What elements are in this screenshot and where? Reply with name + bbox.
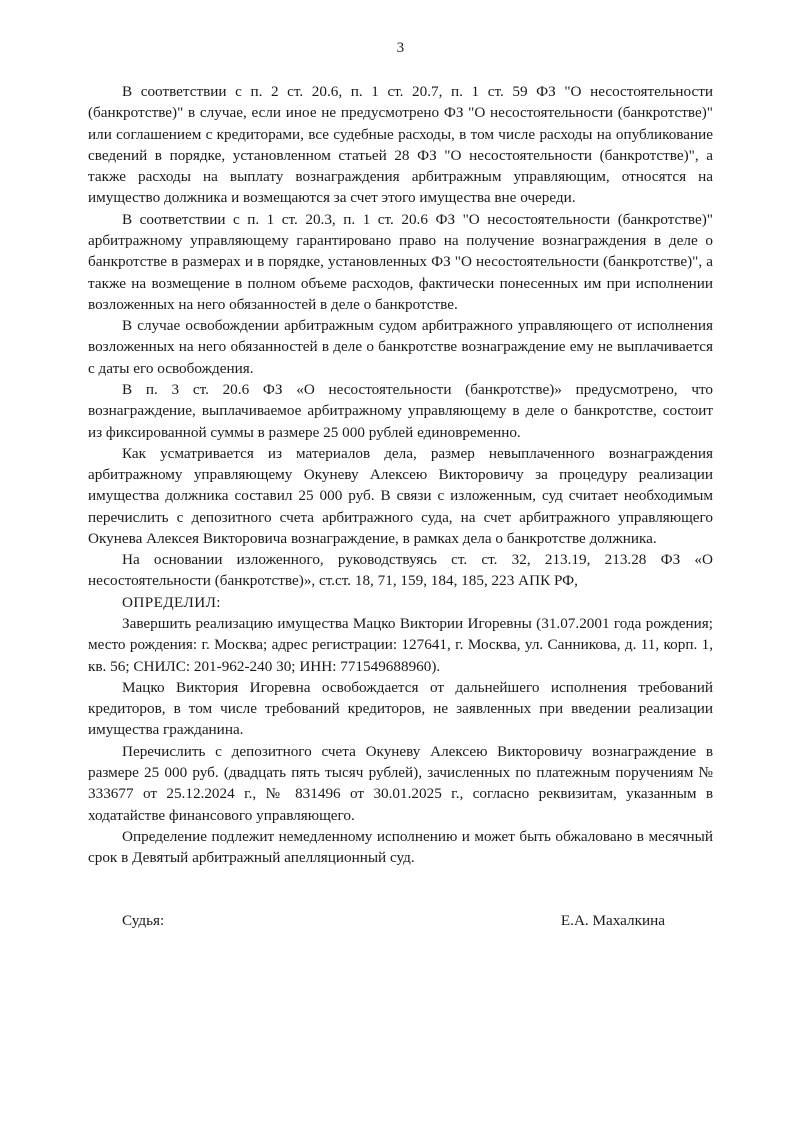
document-body: [88, 40, 713, 938]
page-number: 3: [396, 40, 405, 56]
signature-name: Е.А. Махалкина: [560, 912, 665, 930]
paragraph: В соответствии с п. 2 ст. 20.6, п. 1 ст. 20.7, п. 1 ст. 59 ФЗ "О несостоятельности (банкротстве)" в случае, если иное не предусмотрено ФЗ "О несостоятельности (банкротстве)" или соглашением с кредиторами, все судебные расходы, в том числе расходы на опубликование сведений в порядке, установленном статьей 28 ФЗ "О несостоятельности (банкротстве)", а также расходы на выплату вознаграждения арбитражным управляющим, относятся на имущество должника и возмещаются за счет этого имущества вне очереди.: [88, 83, 713, 207]
signature-label: Судья:: [122, 912, 165, 930]
paragraph: В п. 3 ст. 20.6 ФЗ «О несостоятельности (банкротстве)» предусмотрено, что вознаграждение, выплачиваемое арбитражному управляющему в деле о банкротстве, состоит из фиксированной суммы в размере 25 000 рублей единовременно.: [88, 380, 713, 441]
paragraph: На основании изложенного, руководствуясь ст. ст. 32, 213.19, 213.28 ФЗ «О несостоятельности (банкротстве)», ст.ст. 18, 71, 159, 184, 185, 223 АПК РФ,: [88, 551, 713, 590]
signature-block: [88, 912, 713, 938]
paragraph: В случае освобождении арбитражным судом арбитражного управляющего от исполнения возложенных на него обязанностей в деле о банкротстве вознаграждение ему не выплачивается с даты его освобождения.: [88, 317, 713, 377]
ruling-paragraph: Мацко Виктория Игоревна освобождается от дальнейшего исполнения требований кредиторов, в том числе требований кредиторов, не заявленных при введении реализации имущества гражданина.: [88, 678, 713, 739]
ruling-heading: ОПРЕДЕЛИЛ:: [122, 593, 221, 611]
ruling-paragraph: Определение подлежит немедленному исполнению и может быть обжаловано в месячный срок в Девятый арбитражный апелляционный суд.: [88, 827, 713, 867]
paragraph: Как усматривается из материалов дела, размер невыплаченного вознаграждения арбитражному управляющему Окуневу Алексею Викторовичу за процедуру реализации имущества должника составил 25 000 руб. В связи с изложенным, суд считает необходимым перечислить с депозитного счета арбитражного суда, на счет арбитражного управляющего Окунева Алексея Викторовича вознаграждение, в рамках дела о банкротстве должника.: [88, 444, 713, 547]
ruling-paragraph: Завершить реализацию имущества Мацко Виктории Игоревны (31.07.2001 года рождения; место рождения: г. Москва; адрес регистрации: 127641, г. Москва, ул. Санникова, д. 11, корп. 1, кв. 56; СНИЛС: 201-962-240 30; ИНН: 771549688960).: [88, 615, 713, 675]
ruling-paragraph: Перечислить с депозитного счета Окуневу Алексею Викторовичу вознаграждение в размере 25 000 руб. (двадцать пять тысяч рублей), зачисленных по платежным поручениям № 333677 от 25.12.2024 г., № 831496 от 30.01.2025 г., согласно реквизитам, указанным в ходатайстве финансового управляющего.: [88, 742, 713, 824]
paragraph: В соответствии с п. 1 ст. 20.3, п. 1 ст. 20.6 ФЗ "О несостоятельности (банкротстве)" арбитражному управляющему гарантировано право на получение вознаграждения в деле о банкротстве в размерах и в порядке, установленных ФЗ "О несостоятельности (банкротстве)", а также на возмещение в полном объеме расходов, фактически понесенных им при исполнении возложенных на него обязанностей в деле о банкротстве.: [88, 210, 713, 313]
